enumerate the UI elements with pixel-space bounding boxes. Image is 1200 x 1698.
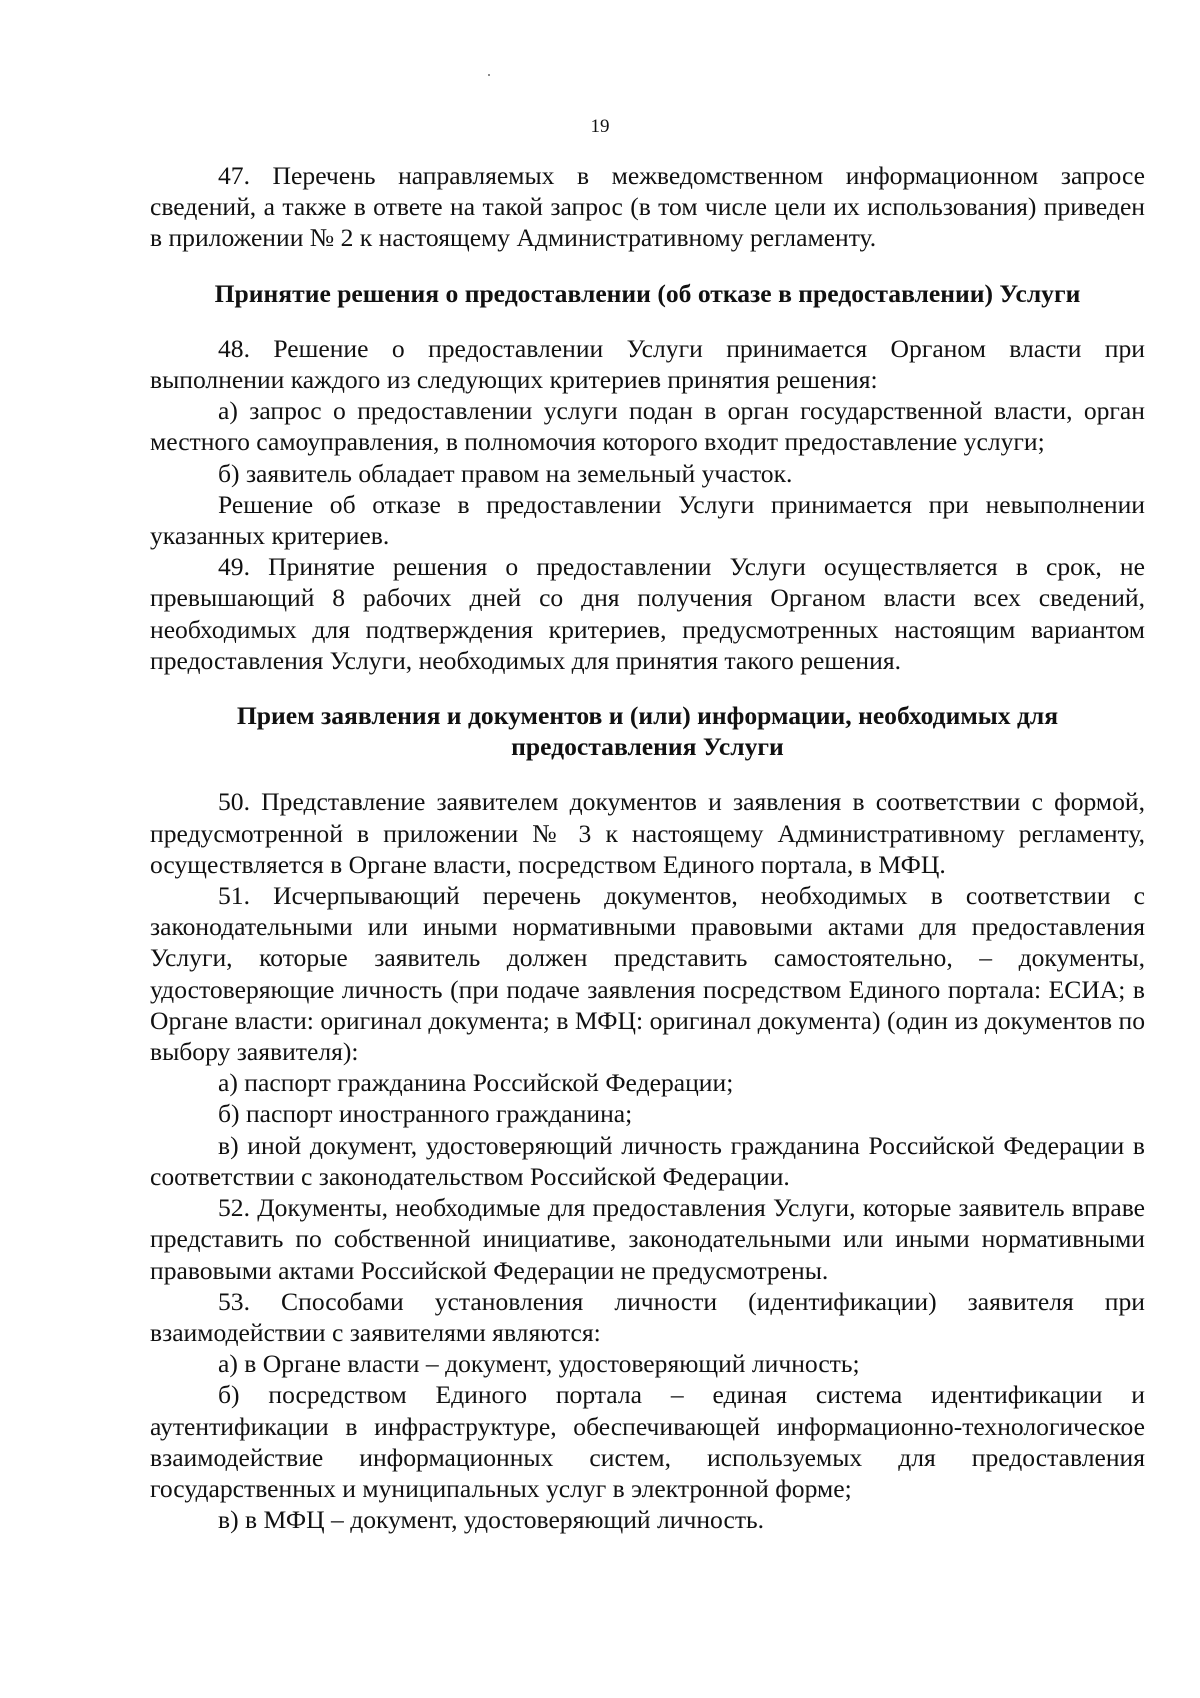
paragraph-48-refusal: Решение об отказе в предоставлении Услуги принимается при невыполнении указанных критериев.	[150, 489, 1145, 551]
paragraph-48: 48. Решение о предоставлении Услуги принимается Органом власти при выполнении каждого из следующих критериев принятия решения:	[150, 333, 1145, 395]
paragraph-51-item-a: а) паспорт гражданина Российской Федерации;	[218, 1068, 734, 1098]
document-body	[150, 160, 1145, 1535]
page-number: 19	[590, 116, 610, 137]
paragraph-48-item-b: б) заявитель обладает правом на земельный участок.	[218, 458, 793, 488]
paragraph-47: 47. Перечень направляемых в межведомственном информационном запросе сведений, а также в ответе на такой запрос (в том числе цели их использования) приведен в приложении № 2 к настоящему Административному регламенту.	[150, 161, 1145, 253]
paragraph-51-item-b: б) паспорт иностранного гражданина;	[218, 1099, 633, 1129]
paragraph-51-item-c: в) иной документ, удостоверяющий личность гражданина Российской Федерации в соответствии с законодательством Российской Федерации.	[150, 1130, 1145, 1191]
section-heading-reception: Прием заявления и документов и (или) информации, необходимых для предоставления Услуги	[236, 701, 1059, 762]
paragraph-53: 53. Способами установления личности (идентификации) заявителя при взаимодействии с заявителями являются:	[150, 1286, 1145, 1347]
scan-speck	[488, 74, 490, 76]
paragraph-49: 49. Принятие решения о предоставлении Услуги осуществляется в срок, не превышающий 8 рабочих дней со дня получения Органом власти всех сведений, необходимых для подтверждения критериев, предусмотренных настоящим вариантом предоставления Услуги, необходимых для принятия такого решения.	[150, 552, 1145, 675]
paragraph-53-item-c: в) в МФЦ – документ, удостоверяющий личность.	[218, 1505, 765, 1535]
paragraph-53-item-a: а) в Органе власти – документ, удостоверяющий личность;	[218, 1349, 860, 1379]
paragraph-52: 52. Документы, необходимые для предоставления Услуги, которые заявитель вправе представить по собственной инициативе, законодательными или иными нормативными правовыми актами Российской Федерации не предусмотрены.	[150, 1193, 1145, 1285]
paragraph-53-item-b: б) посредством Единого портала – единая система идентификации и аутентификации в инфраструктуре, обеспечивающей информационно-технологическое взаимодействие информационных систем, используемых для предоставления государственных и муниципальных услуг в электронной форме;	[150, 1380, 1145, 1503]
section-heading-decision: Принятие решения о предоставлении (об отказе в предоставлении) Услуги	[214, 278, 1081, 308]
paragraph-51: 51. Исчерпывающий перечень документов, необходимых в соответствии с законодательными или иными нормативными правовыми актами для предоставления Услуги, которые заявитель должен представить самостоятельно, – документы, удостоверяющие личность (при подаче заявления посредством Единого портала: ЕСИА; в Органе власти: оригинал документа; в МФЦ: оригинал документа) (один из документов по выбору заявителя):	[150, 881, 1145, 1067]
paragraph-48-item-a: а) запрос о предоставлении услуги подан в орган государственной власти, орган местного самоуправления, в полномочия которого входит предоставление услуги;	[150, 396, 1145, 457]
paragraph-50: 50. Представление заявителем документов и заявления в соответствии с формой, предусмотренной в приложении № 3 к настоящему Административному регламенту, осуществляется в Органе власти, посредством Единого портала, в МФЦ.	[150, 787, 1145, 879]
